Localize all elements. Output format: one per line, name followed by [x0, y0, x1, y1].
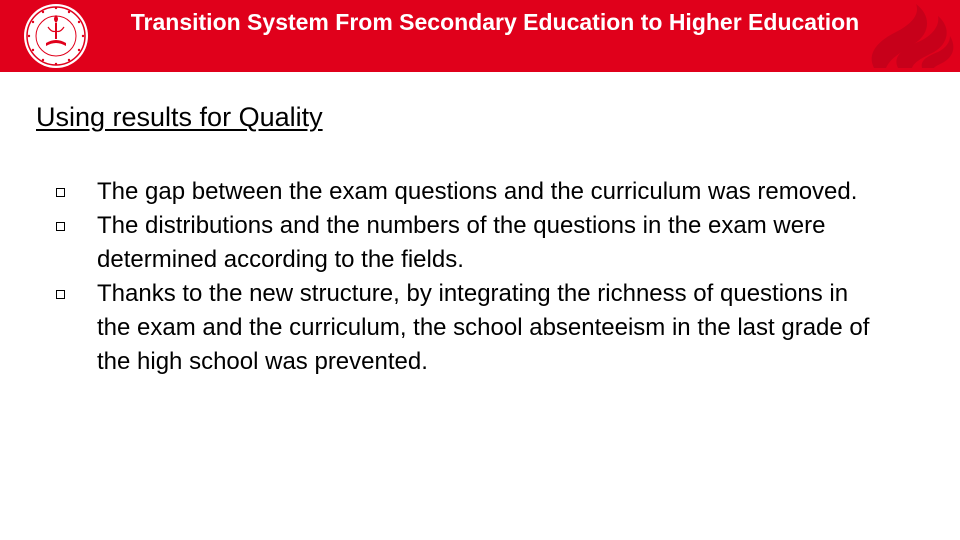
bullet-list: [50, 175, 880, 379]
bullet-text: The distributions and the numbers of the questions in the exam were determined according to the fields.: [97, 212, 826, 273]
flame-icon: [856, 2, 956, 70]
list-item: [50, 175, 880, 209]
header-bar: [0, 0, 960, 72]
list-item: [50, 277, 880, 379]
hollow-square-icon: [56, 188, 65, 197]
section-heading: Using results for Quality: [36, 102, 323, 132]
ministry-logo-icon: [10, 3, 102, 69]
bullet-text: Thanks to the new structure, by integrating the richness of questions in the exam and the curriculum, the school absenteeism in the last grade of the high school was prevented.: [97, 280, 870, 375]
hollow-square-icon: [56, 290, 65, 299]
hollow-square-icon: [56, 222, 65, 231]
slide-title: Transition System From Secondary Education to Higher Education: [130, 9, 860, 35]
list-item: [50, 209, 880, 277]
bullet-text: The gap between the exam questions and the curriculum was removed.: [97, 178, 858, 205]
